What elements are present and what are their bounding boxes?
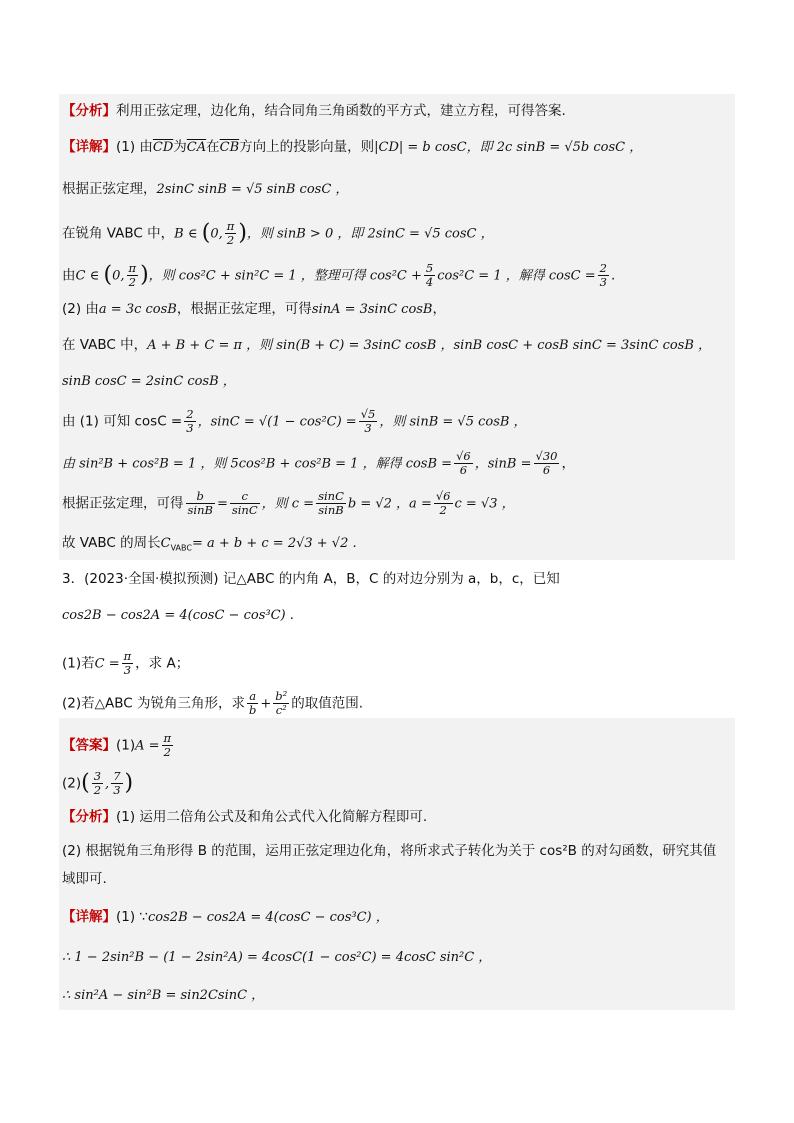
numerator: 7	[113, 769, 121, 783]
formula: b = √2 ，a =	[347, 496, 432, 512]
numerator: 3	[93, 769, 102, 783]
denominator: sinB	[187, 503, 213, 517]
text: ，	[561, 455, 575, 472]
formula: cos2B − cos2A = 4(cosC − cos³C) ，	[148, 910, 389, 925]
text: 在锐角 VABC 中，	[62, 225, 175, 242]
analysis-line-3-3	[62, 870, 107, 888]
denominator: 3	[186, 421, 194, 435]
analysis-tag: 【分析】	[62, 809, 116, 825]
text: 为	[173, 139, 187, 155]
formula: ∴ sin²A − sin²B = sin2CsinC ，	[62, 988, 265, 1003]
denominator: b	[248, 703, 257, 717]
denominator: 2	[226, 233, 235, 247]
fraction	[434, 490, 453, 517]
text: 根据正弦定理，可得	[62, 495, 184, 512]
text: (1) 由	[116, 139, 153, 155]
denominator: 4	[425, 275, 434, 289]
detail-line-10	[62, 490, 515, 517]
text: ，根据正弦定理，可得	[176, 301, 312, 317]
denominator: 3	[364, 421, 372, 435]
formula: a = 3c cosB	[98, 302, 177, 317]
question-3-part-2	[62, 690, 363, 717]
numerator: π	[123, 649, 132, 663]
denominator: 2	[163, 745, 171, 759]
denominator: 2	[439, 503, 447, 517]
analysis-tag: 【分析】	[62, 103, 116, 119]
detail-line-11	[62, 534, 357, 558]
numerator: 2	[599, 261, 607, 275]
formula: cos²C = 1 ，解得 cosC =	[437, 268, 596, 284]
fraction	[184, 408, 195, 435]
text: ，求 A；	[135, 655, 190, 672]
vector-cb: $\overline{CB}$	[219, 140, 240, 155]
formula: 2sinC sinB = √5 sinB cosC ，	[156, 182, 349, 197]
detail-line-7	[62, 372, 236, 391]
denominator: sinB	[318, 503, 344, 517]
formula: C	[160, 536, 171, 551]
text: (2)若△ABC 为锐角三角形，求	[62, 695, 245, 712]
detail-tag: 【详解】	[62, 139, 116, 155]
denominator: 2	[93, 783, 102, 797]
text: 3．(2023·全国·模拟预测) 记△ABC 的内角 A，B，C 的对边分别为 a，b，c，已知	[62, 571, 560, 587]
formula: 由 sin²B + cos²B = 1 ，则 5cos²B + cos²B = 1 ，解得 cosB =	[62, 456, 453, 472]
text: 域即可.	[62, 871, 107, 887]
formula: ，则 sinB = √5 cosB ，	[379, 414, 527, 430]
text: 在	[206, 139, 220, 155]
formula: ，则 sinB > 0 ，即 2sinC = √5 cosC ，	[246, 226, 494, 242]
denominator: 3	[123, 663, 132, 677]
detail-line-4: 由C ∈ (0, $\frac{\pi}{2}$ )，则 cos²C + sin²C = 1 ，整理可得 cos²C + $\frac{5}{4}$ cos²C = 1 ，解得 cosC = $\frac{2}{3}$ .	[62, 261, 616, 289]
fraction	[162, 732, 174, 759]
analysis-line-3-1	[62, 808, 427, 826]
question-3-line-2	[62, 606, 294, 625]
text: (1)	[116, 737, 136, 754]
fraction	[122, 650, 134, 677]
denominator: 6	[459, 463, 468, 477]
text: ，	[432, 301, 446, 317]
vector-cd: $\overline{CD}$	[152, 140, 174, 155]
text: 根据正弦定理，	[62, 181, 157, 197]
fraction	[92, 770, 103, 797]
formula: +	[260, 696, 272, 712]
fraction	[454, 450, 473, 477]
detail-line-5	[62, 300, 446, 319]
numerator: √30	[535, 449, 558, 463]
fraction	[424, 262, 435, 289]
fraction	[359, 408, 378, 435]
fraction	[598, 262, 609, 289]
analysis-line-3-2	[62, 842, 716, 860]
fraction	[186, 490, 215, 517]
numerator: b	[186, 490, 215, 504]
denominator: c²	[275, 703, 287, 717]
text: (2) 由	[62, 301, 99, 317]
text: 由 (1) 可知 cosC =	[62, 413, 183, 430]
text: 由	[62, 267, 76, 284]
analysis-line	[62, 102, 566, 120]
denominator: 3	[599, 275, 607, 289]
analysis-text: 利用正弦定理，边化角，结合同角三角函数的平方式，建立方程，可得答案.	[116, 103, 566, 119]
formula: |CD| = b cosC	[374, 140, 467, 155]
numerator: a	[247, 690, 258, 704]
numerator: √6	[435, 489, 451, 503]
question-3-line-1	[62, 570, 560, 588]
fraction	[534, 450, 560, 477]
numerator: 5	[425, 261, 434, 275]
formula: A + B + C = π ，则 sin(B + C) = 3sinC cosB ，sinB cosC + cosB sinC = 3sinC cosB ，	[147, 338, 712, 353]
detail-line-3-1	[62, 908, 389, 927]
detail-line-3: 在锐角 VABC 中，B ∈ (0, $\frac{\pi}{2}$ )，则 sinB > 0 ，即 2sinC = √5 cosC ，	[62, 219, 494, 247]
numerator: √5	[360, 407, 376, 421]
fraction	[230, 490, 260, 517]
denominator: sinC	[231, 503, 258, 517]
text: 方向上的投影向量，则	[239, 139, 375, 155]
text: (2)	[62, 775, 82, 792]
denominator: 2	[128, 275, 136, 289]
denominator: 3	[113, 783, 121, 797]
detail-line-2	[62, 180, 348, 199]
detail-line-3-2	[62, 948, 491, 967]
formula: B ∈	[174, 226, 198, 242]
answer-tag: 【答案】	[62, 737, 116, 754]
formula: =	[216, 496, 228, 512]
formula: A =	[135, 738, 160, 754]
vector-ca: $\overline{CA}$	[186, 140, 207, 155]
formula: C =	[94, 656, 120, 672]
formula: ，即 2c sinB = √5b cosC ，	[466, 140, 643, 155]
detail-tag: 【详解】	[62, 909, 116, 925]
formula: C ∈	[75, 268, 100, 284]
denominator: 6	[542, 463, 551, 477]
fraction	[247, 690, 258, 717]
formula: ∴ 1 − 2sin²B − (1 − 2sin²A) = 4cosC(1 − cos²C) = 4cosC sin²C ，	[62, 950, 492, 965]
detail-line-6	[62, 336, 711, 355]
fraction	[273, 690, 289, 717]
numerator: 2	[186, 407, 194, 421]
formula: ，sinB =	[474, 456, 532, 472]
detail-line-1	[62, 138, 642, 157]
formula: sinA = 3sinC cosB	[311, 302, 433, 317]
formula: ，则 c =	[261, 496, 315, 512]
text: (2) 根据锐角三角形得 B 的范围，运用正弦定理边化角，将所求式子转化为关于 cos²B 的对勾函数，研究其值	[62, 843, 717, 859]
formula: = a + b + c = 2√3 + √2 .	[191, 536, 357, 551]
detail-line-3-3	[62, 986, 264, 1005]
numerator: π	[163, 731, 172, 745]
formula: cos2B − cos2A = 4(cosC − cos³C) .	[62, 608, 294, 623]
text: 故 VABC 的周长	[62, 535, 161, 551]
text: (1) ∵	[116, 909, 149, 925]
numerator: sinC	[318, 489, 344, 503]
answer-line-2: (2)( $\frac{3}{2}$ , $\frac{7}{3}$ )	[62, 769, 134, 797]
numerator: π	[226, 219, 235, 233]
text: (1)若	[62, 655, 95, 672]
fraction	[225, 220, 237, 247]
formula: ，sinC = √(1 − cos²C) =	[197, 414, 357, 430]
text: (1) 运用二倍角公式及和角公式代入化简解方程即可.	[116, 809, 428, 825]
answer-line-1	[62, 732, 175, 759]
text: 在 VABC 中，	[62, 337, 148, 353]
formula: c = √3 ，	[454, 496, 515, 512]
formula: ，则 cos²C + sin²C = 1 ，整理可得 cos²C +	[148, 268, 422, 284]
fraction	[127, 262, 139, 289]
fraction	[316, 490, 346, 517]
formula: sinB cosC = 2sinC cosB ，	[62, 374, 236, 389]
question-3-part-1	[62, 650, 189, 677]
numerator: √6	[456, 449, 471, 463]
detail-line-9	[62, 450, 575, 477]
numerator: c	[230, 490, 260, 504]
subscript: VABC	[170, 543, 192, 553]
detail-line-8	[62, 408, 527, 435]
fraction	[111, 770, 122, 797]
numerator: π	[128, 261, 137, 275]
numerator: b²	[275, 689, 288, 703]
text: 的取值范围.	[291, 695, 364, 712]
